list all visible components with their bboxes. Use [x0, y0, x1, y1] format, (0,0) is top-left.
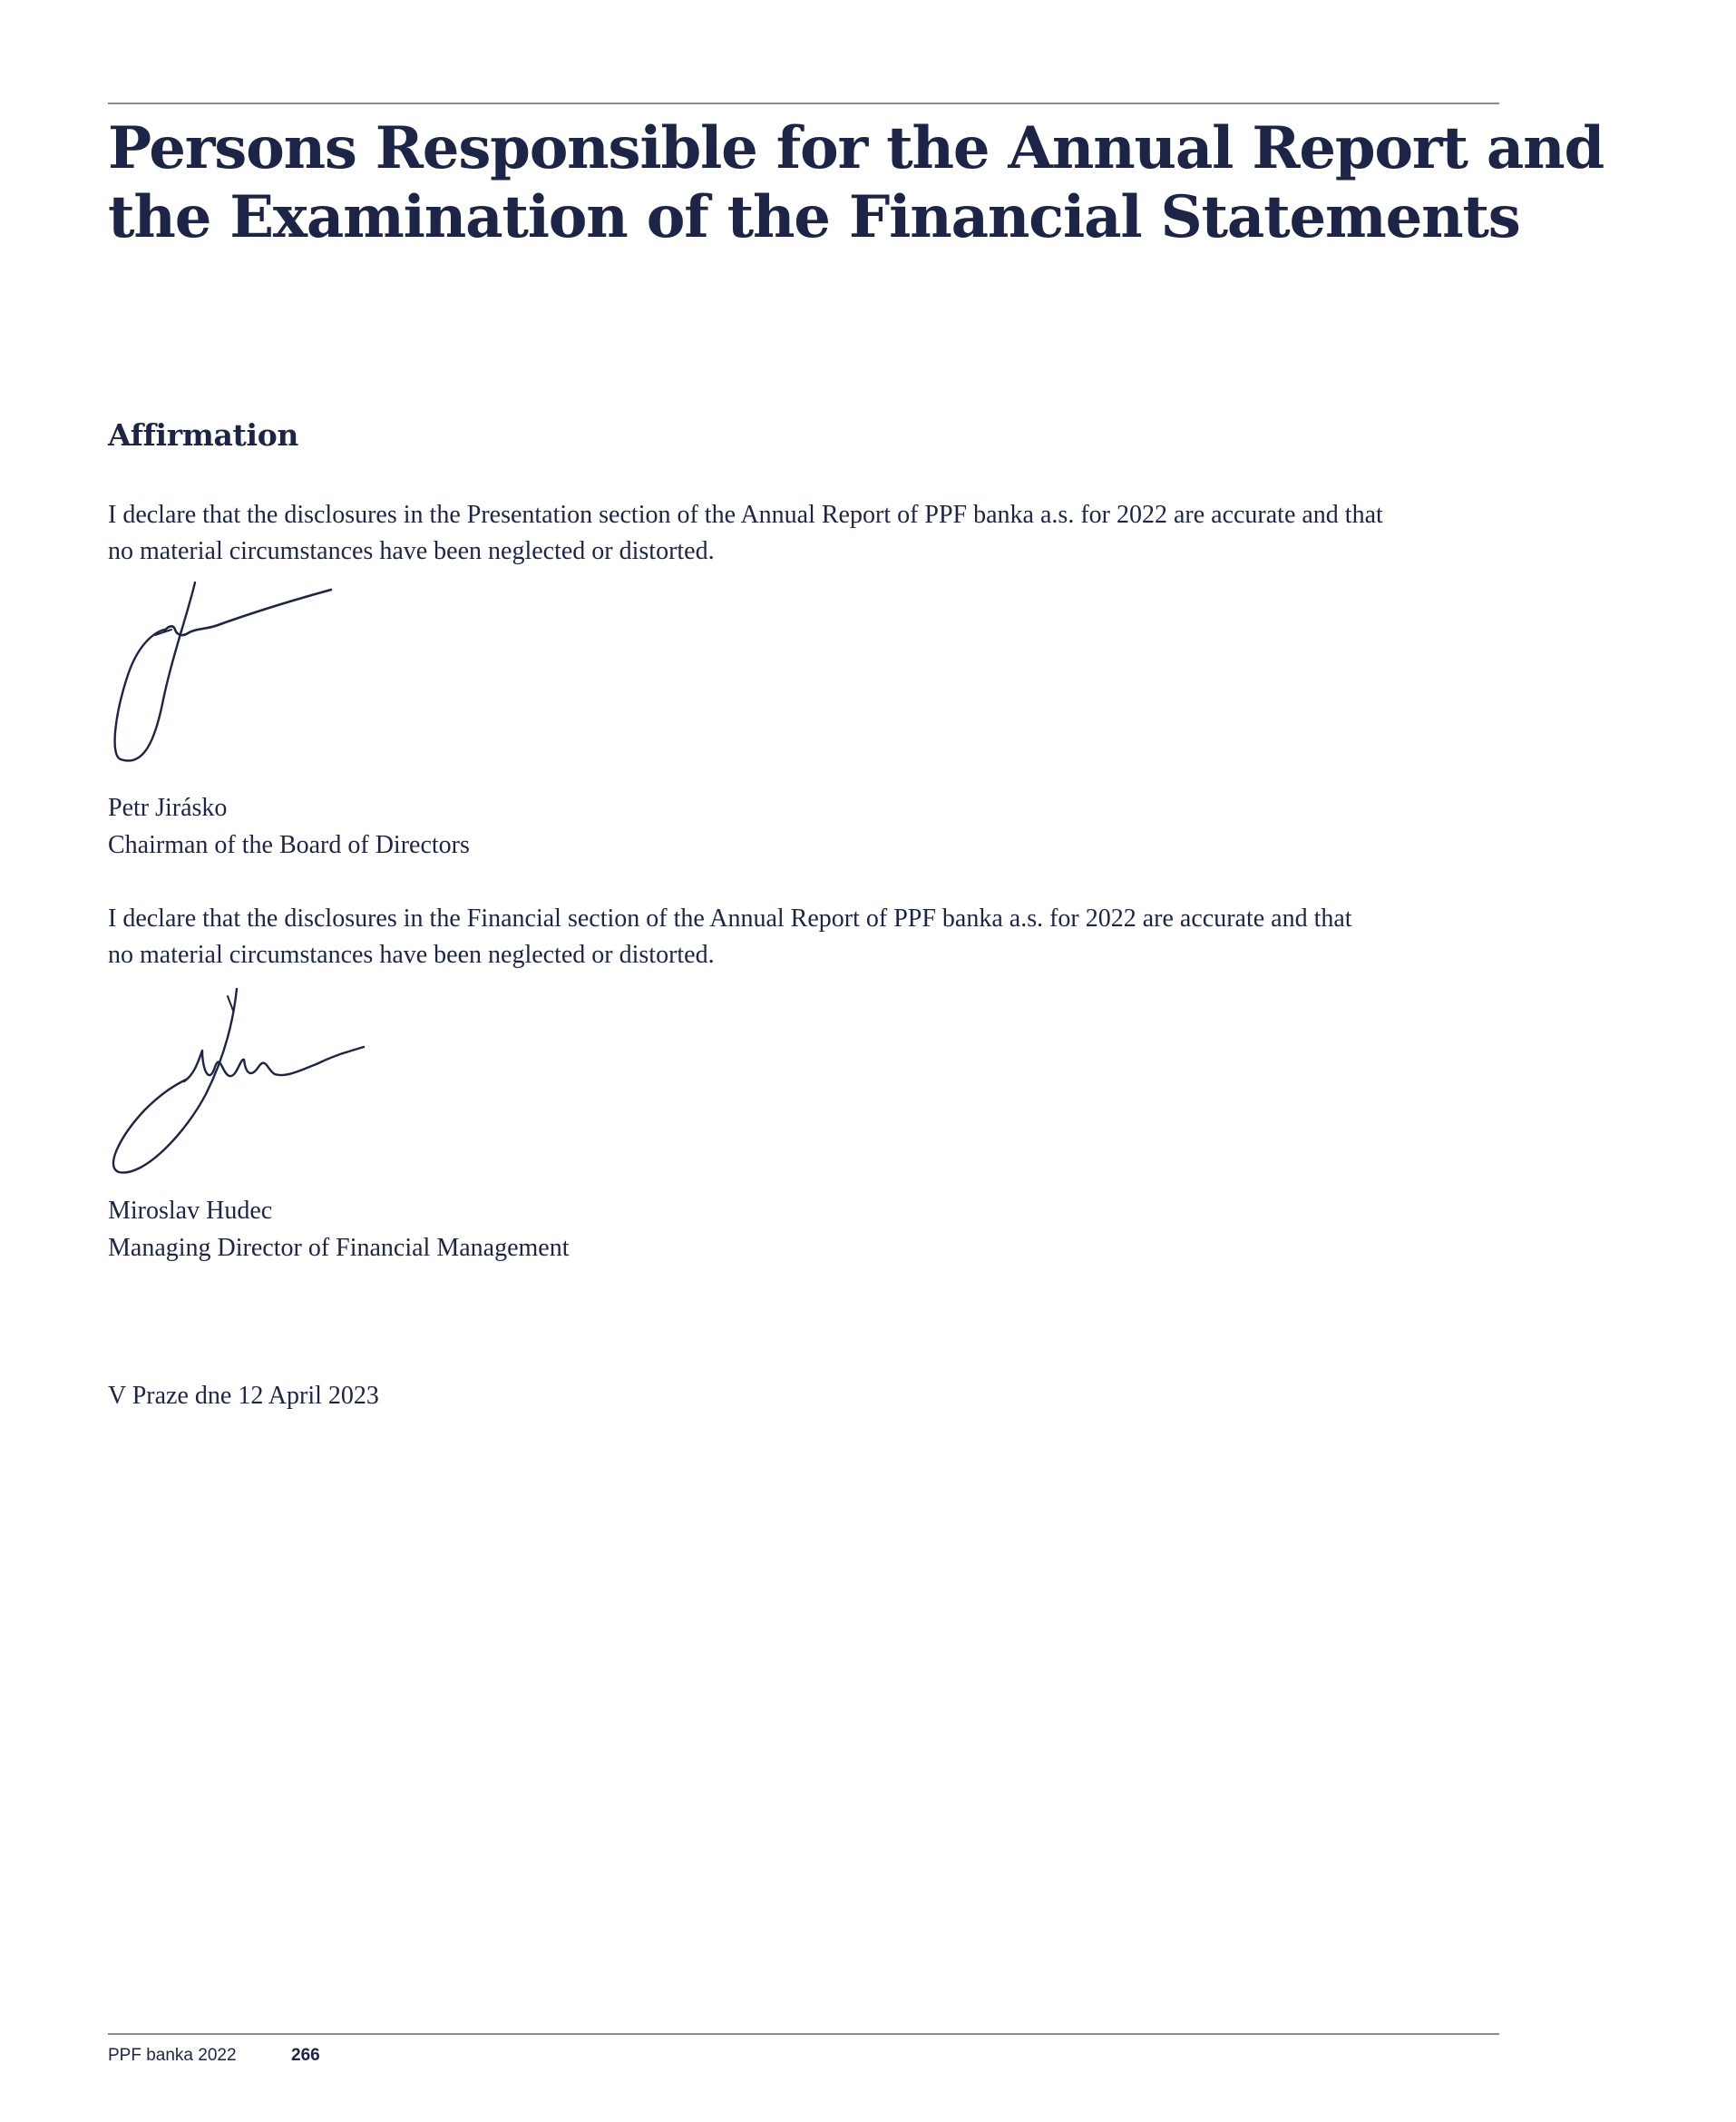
signer-title: Managing Director of Financial Management: [108, 1234, 570, 1262]
signer-block-miroslav-hudec: [108, 1192, 570, 1266]
footer-page-number: 266: [291, 2046, 320, 2065]
page-title-line-1: Persons Responsible for the Annual Report and: [108, 114, 1604, 182]
declaration-presentation: [108, 497, 1523, 570]
footer-publication: PPF banka 2022: [108, 2046, 237, 2065]
bottom-rule: [108, 2033, 1499, 2035]
page-title-line-2: the Examination of the Financial Statements: [108, 183, 1520, 251]
signature-image-miroslav-hudec: [108, 987, 380, 1178]
top-rule: [108, 103, 1499, 104]
section-heading: Affirmation: [108, 417, 299, 453]
signer-name: Petr Jirásko: [108, 794, 228, 822]
declaration-line: I declare that the disclosures in the Presentation section of the Annual Report of PPF banka a.s. for 2022 are accurate and that: [108, 501, 1383, 529]
signature-drawing: [108, 577, 344, 768]
signer-name: Miroslav Hudec: [108, 1197, 273, 1225]
declaration-line: no material circumstances have been neglected or distorted.: [108, 537, 715, 565]
signature-drawing: [108, 987, 380, 1178]
declaration-financial: [108, 901, 1523, 973]
declaration-line: I declare that the disclosures in the Financial section of the Annual Report of PPF banka a.s. for 2022 are accurate and that: [108, 905, 1352, 933]
signer-block-petr-jirasko: [108, 789, 470, 864]
signature-image-petr-jirasko: [108, 577, 344, 768]
place-date-text: V Praze dne 12 April 2023: [108, 1382, 379, 1410]
signer-title: Chairman of the Board of Directors: [108, 831, 470, 859]
page-title: [108, 114, 1604, 252]
place-and-date: [108, 1377, 379, 1414]
declaration-line: no material circumstances have been neglected or distorted.: [108, 941, 715, 969]
